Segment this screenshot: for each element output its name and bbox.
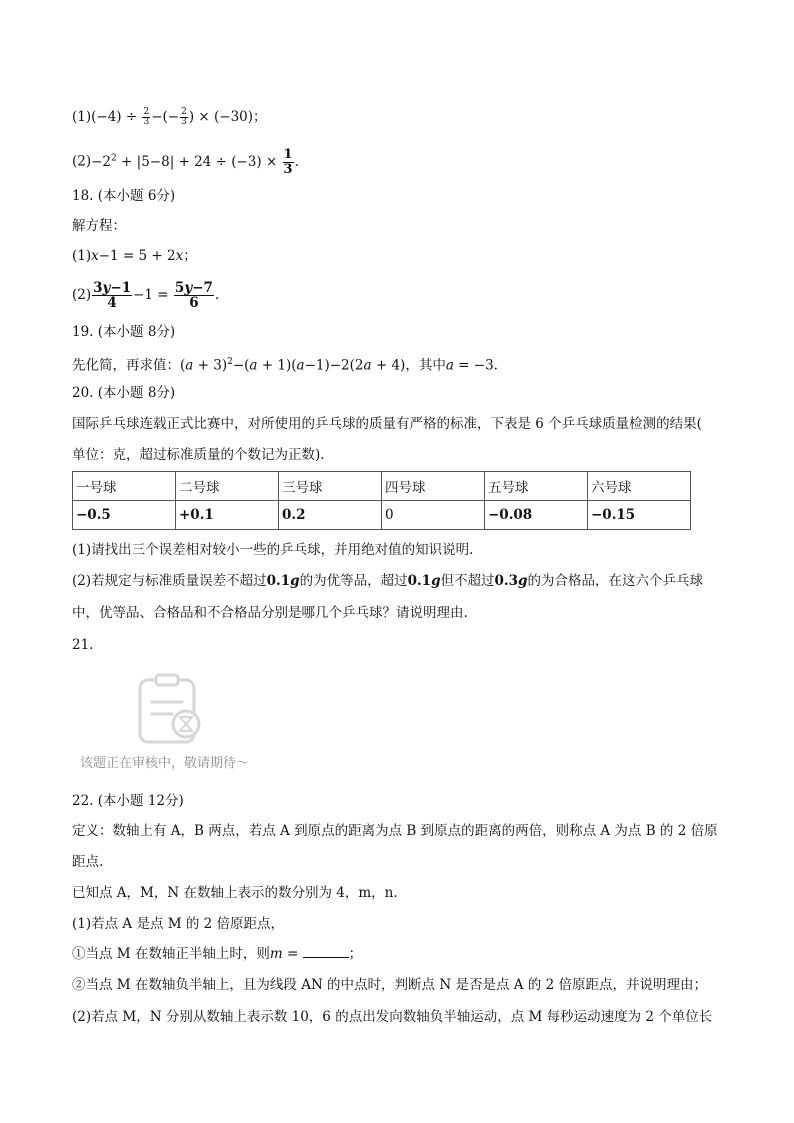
q20-part2-text-c: 但不超过 bbox=[440, 573, 495, 589]
table-value-cell: 0 bbox=[382, 501, 485, 530]
q17-part1 bbox=[72, 107, 267, 127]
table-value-cell: −0.15 bbox=[588, 501, 691, 530]
q19-heading: 19. (本小题 8分) bbox=[72, 324, 176, 340]
q20-part2-line2: 中，优等品、合格品和不合格品分别是哪几个乒乓球？请说明理由. bbox=[72, 605, 468, 621]
q22-part1a-prefix: ①当点 M 在数轴正半轴上时，则 bbox=[72, 946, 270, 962]
q20-part2-text-a: (2)若规定与标准质量误差不超过 bbox=[72, 573, 267, 589]
table-value-cell: +0.1 bbox=[176, 501, 279, 530]
q19-text: 先化简，再求值：$(a + 3)^2-(a + 1)(a-1)-2(2a + 4)$，其中a = −3. bbox=[72, 357, 498, 374]
q20-heading: 20. (本小题 8分) bbox=[72, 385, 176, 401]
table-header-cell: 三号球 bbox=[279, 472, 382, 501]
table-header-cell: 一号球 bbox=[73, 472, 176, 501]
q20-table-value-row bbox=[73, 501, 691, 530]
q19-text-suffix: ，其中 bbox=[405, 357, 446, 374]
q18-part2-left-fraction: $\frac{3y-1}{4}$ bbox=[93, 279, 132, 311]
q17-part2 bbox=[72, 148, 299, 176]
q17-part1-expression: (−4) ÷ $\frac{2}{3}$ −(− $\frac{2}{3}$ ) × (−30)； bbox=[91, 106, 267, 127]
table-header-cell: 二号球 bbox=[176, 472, 279, 501]
q18-part1-equation: x bbox=[91, 248, 99, 264]
q18-instruction: 解方程： bbox=[72, 218, 126, 234]
q20-part2-line1: (2)若规定与标准质量误差不超过0.1g的为优等品，超过0.1g但不超过0.3g的为合格品，在这六个乒乓球 bbox=[72, 573, 703, 589]
q17-part2-expression: $-2^2 + |5-8| + 24 \div (-3)$ × $\frac{1}{3}$ . bbox=[91, 147, 299, 177]
q20-part2-text-b: 的为优等品，超过 bbox=[299, 573, 408, 589]
q20-table bbox=[72, 471, 691, 530]
q22-part1: (1)若点 A 是点 M 的 2 倍原距点， bbox=[72, 916, 285, 932]
q18-part2: (2) $\frac{3y-1}{4}$ −1 = $\frac{5y-7}{6}$ . bbox=[72, 279, 220, 311]
q22-part2: (2)若点 M，N 分别从数轴上表示数 10，6 的点出发向数轴负半轴运动，点 M 每秒运动速度为 2 个单位长 bbox=[72, 1009, 713, 1025]
table-header-cell: 四号球 bbox=[382, 472, 485, 501]
q21-placeholder-text: 该题正在审核中，敬请期待～ bbox=[80, 755, 250, 770]
q22-part1a: ①当点 M 在数轴正半轴上时，则m = ； bbox=[72, 946, 363, 962]
q17-part1-label: (1) bbox=[72, 109, 92, 125]
q18-part1-label: (1) bbox=[72, 248, 92, 264]
q20-intro-line1: 国际乒乓球连载正式比赛中，对所使用的乒乓球的质量有严格的标准，下表是 6 个乒乓球质量检测的结果( bbox=[72, 416, 702, 432]
q22-definition-line1: 定义：数轴上有 A，B 两点，若点 A 到原点的距离为点 B 到原点的距离的两倍，则称点 A 为点 B 的 2 倍原 bbox=[72, 823, 718, 839]
q20-intro-line2: 单位：克，超过标准质量的个数记为正数). bbox=[72, 447, 325, 463]
q20-part2-text-d: 的为合格品，在这六个乒乓球 bbox=[527, 573, 703, 589]
table-header-cell: 六号球 bbox=[588, 472, 691, 501]
table-value-cell: −0.5 bbox=[73, 501, 176, 530]
q22-heading: 22. (本小题 12分) bbox=[72, 793, 184, 809]
q18-heading: 18. (本小题 6分) bbox=[72, 188, 176, 204]
answer-blank bbox=[303, 945, 349, 958]
q18-part2-label: (2) bbox=[72, 287, 92, 303]
q18-part1: (1)x−1 = 5 + 2x； bbox=[72, 248, 197, 264]
q18-part2-right-fraction: $\frac{5y-7}{6}$ bbox=[174, 279, 213, 311]
q20-table-header-row bbox=[73, 472, 691, 501]
q22-part1b: ②当点 M 在数轴负半轴上，且为线段 AN 的中点时，判断点 N 是否是点 A 的 2 倍原距点，并说明理由； bbox=[72, 977, 707, 993]
q20-part1: (1)请找出三个误差相对较小一些的乒乓球，并用绝对值的知识说明. bbox=[72, 542, 474, 558]
q17-part2-label: (2) bbox=[72, 153, 92, 170]
table-value-cell: 0.2 bbox=[279, 501, 382, 530]
q19-text-prefix: 先化简，再求值： bbox=[72, 357, 180, 374]
q22-definition-line2: 距点. bbox=[72, 854, 104, 870]
q22-part1a-suffix: ； bbox=[348, 946, 363, 962]
q21-heading: 21. bbox=[72, 637, 94, 653]
table-header-cell: 五号球 bbox=[485, 472, 588, 501]
q22-given: 已知点 A，M，N 在数轴上表示的数分别为 4，m，n. bbox=[72, 885, 398, 901]
table-value-cell: −0.08 bbox=[485, 501, 588, 530]
